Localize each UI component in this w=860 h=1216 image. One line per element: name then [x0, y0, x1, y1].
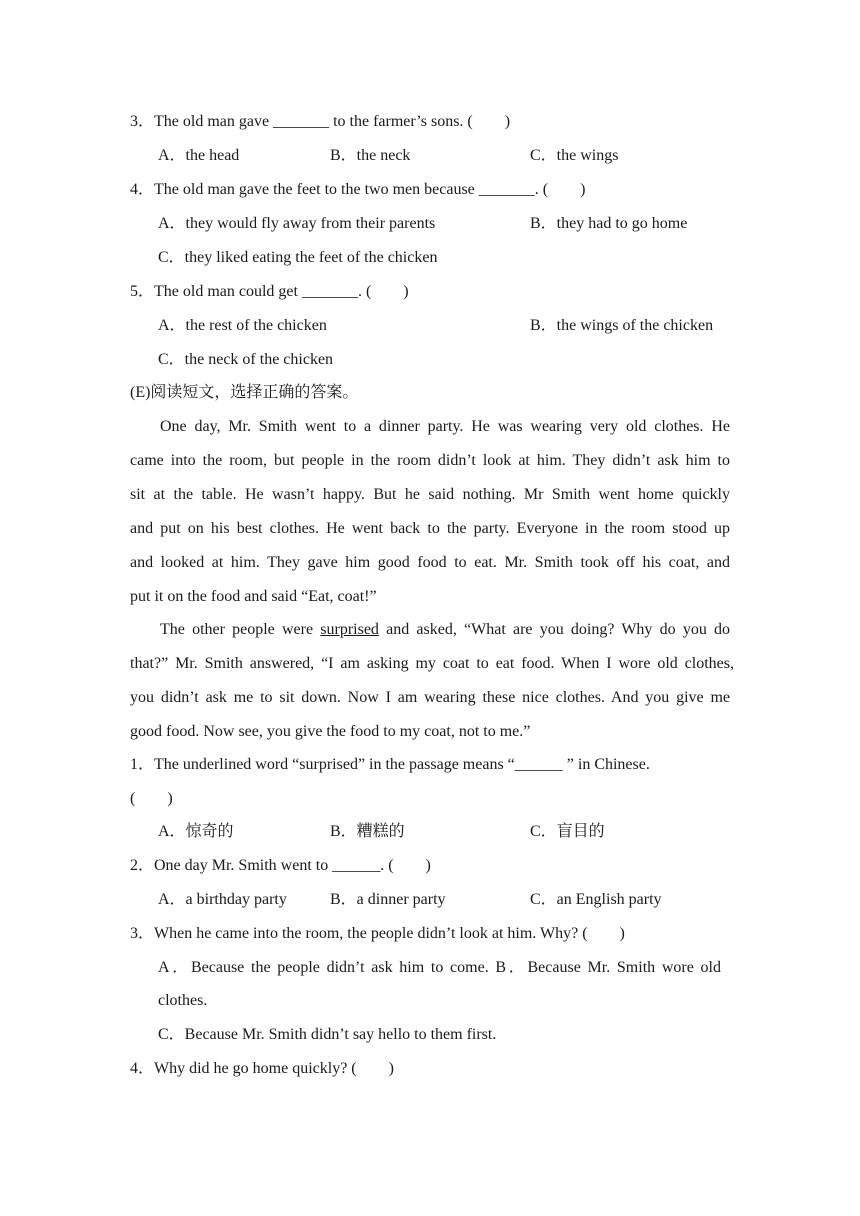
e-question-3-options-ab: A．Because the people didn’t ask him to come. B．Because Mr. Smith wore old	[158, 959, 721, 976]
passage-line	[160, 620, 730, 640]
passage-line: and put on his best clothes. He went back to the party. Everyone in the room stood up	[130, 520, 730, 537]
question-3-option-a: A．the head	[158, 147, 240, 164]
passage-line: One day, Mr. Smith went to a dinner party. He was wearing very old clothes. He	[160, 418, 730, 435]
section-e-heading: (E)阅读短文，选择正确的答案。	[130, 384, 359, 401]
question-5-stem: 5．The old man could get _______. ( )	[130, 283, 409, 300]
question-4-stem: 4．The old man gave the feet to the two men because _______. ( )	[130, 181, 586, 198]
e-question-3-option-c: C．Because Mr. Smith didn’t say hello to them first.	[158, 1026, 497, 1043]
underlined-word: surprised	[320, 621, 379, 638]
question-3-option-c: C．the wings	[530, 147, 619, 164]
e-question-2-option-a: A．a birthday party	[158, 891, 287, 908]
e-question-1-blank: ( )	[130, 790, 173, 807]
question-3-option-b: B．the neck	[330, 147, 411, 164]
e-question-3-stem: 3．When he came into the room, the people didn’t look at him. Why? ( )	[130, 925, 625, 942]
passage-line: came into the room, but people in the room didn’t look at him. They didn’t ask him to	[130, 452, 730, 469]
passage-line: and looked at him. They gave him good food to eat. Mr. Smith took off his coat, and	[130, 554, 730, 571]
e-question-1-stem: 1．The underlined word “surprised” in the passage means “______ ” in Chinese.	[130, 756, 650, 773]
e-question-1-option-a: A．惊奇的	[158, 823, 234, 840]
question-4-option-b: B．they had to go home	[530, 215, 688, 232]
passage-line: that?” Mr. Smith answered, “I am asking my coat to eat food. When I wore old clothes,	[130, 655, 734, 672]
question-3-stem: 3．The old man gave _______ to the farmer’s sons. ( )	[130, 113, 511, 130]
passage-line: good food. Now see, you give the food to my coat, not to me.”	[130, 723, 531, 740]
e-question-2-option-b: B．a dinner party	[330, 891, 446, 908]
question-4-option-a: A．they would fly away from their parents	[158, 215, 436, 232]
passage-line: put it on the food and said “Eat, coat!”	[130, 588, 377, 605]
question-5-option-b: B．the wings of the chicken	[530, 317, 714, 334]
e-question-3-option-b-cont: clothes.	[158, 992, 208, 1009]
passage-line: sit at the table. He wasn’t happy. But he said nothing. Mr Smith went home quickly	[130, 486, 730, 503]
e-question-4-stem: 4．Why did he go home quickly? ( )	[130, 1060, 394, 1077]
e-question-2-stem: 2．One day Mr. Smith went to ______. ( )	[130, 857, 431, 874]
e-question-1-option-c: C．盲目的	[530, 823, 605, 840]
question-5-option-a: A．the rest of the chicken	[158, 317, 327, 334]
question-5-option-c: C．the neck of the chicken	[158, 351, 334, 368]
passage-text: and asked, “What are you doing? Why do you do	[378, 621, 731, 638]
passage-line: you didn’t ask me to sit down. Now I am wearing these nice clothes. And you give me	[130, 689, 730, 706]
e-question-2-option-c: C．an English party	[530, 891, 662, 908]
e-question-1-option-b: B．糟糕的	[330, 823, 405, 840]
passage-text: The other people were	[160, 621, 321, 638]
question-4-option-c: C．they liked eating the feet of the chicken	[158, 249, 438, 266]
